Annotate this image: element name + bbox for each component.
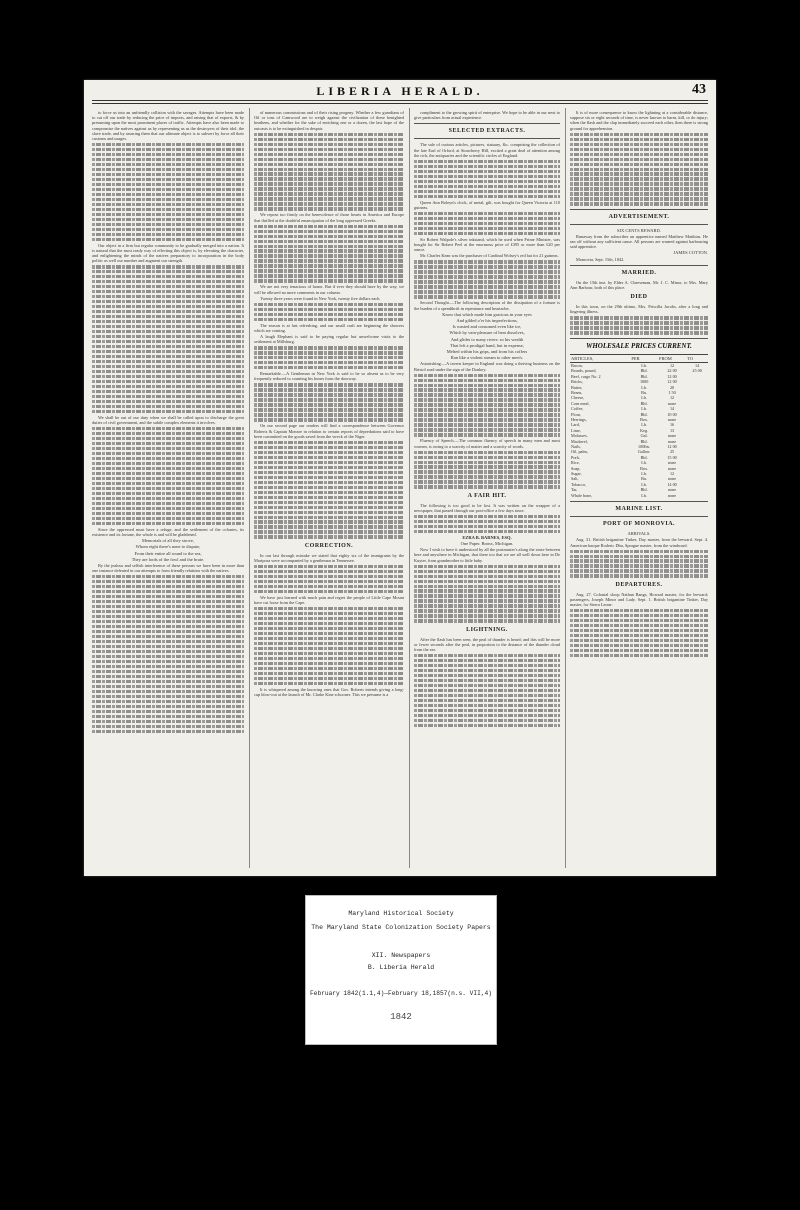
body-text-block bbox=[414, 451, 560, 489]
article-paragraph: It is whispered among the knowing ones that Gov. Roberts intends giving a long-cup blow-out at the launch of Mr. Clarke Kine schooner. This we presume is a bbox=[254, 686, 404, 697]
body-text-block bbox=[570, 133, 708, 206]
body-text-block bbox=[92, 427, 244, 525]
table-cell: Bbl. bbox=[640, 487, 648, 493]
verse-line: And glides to many rivers: so his wealth bbox=[450, 336, 524, 342]
table-cell: Bbl. bbox=[640, 400, 648, 406]
table-cell: Tar, bbox=[571, 487, 578, 493]
divider bbox=[570, 209, 708, 210]
table-cell: 12 00 bbox=[667, 373, 677, 379]
divider bbox=[570, 516, 708, 517]
section-heading: LIGHTNING. bbox=[466, 626, 508, 633]
article-paragraph: Aug. 31. British brigantine Tinker, Day master, from the leeward. Sept. 4. American barque Roderic Dhu, Sprague master, from the windward. bbox=[570, 537, 708, 548]
verse-line: Know that which made him gracious in your eyes bbox=[442, 311, 532, 317]
table-cell: Rice, bbox=[571, 460, 580, 466]
column-header: TO bbox=[686, 354, 708, 362]
table-cell: Lb. bbox=[641, 481, 647, 487]
verse-line: Ran like a violent stream to other men's. bbox=[450, 355, 524, 361]
masthead-rule-lower bbox=[92, 103, 708, 104]
table-cell: Butter, bbox=[571, 384, 583, 390]
body-text-block bbox=[414, 515, 560, 533]
body-text-block bbox=[414, 374, 560, 437]
prices-table bbox=[570, 354, 708, 499]
table-cell: 1 50 bbox=[668, 389, 676, 395]
table-cell: Nails, bbox=[571, 444, 581, 450]
subsection-heading: ARRIVALS. bbox=[627, 531, 651, 537]
table-cell: none bbox=[667, 460, 677, 466]
table-cell: Lb. bbox=[641, 362, 647, 368]
newspaper-page bbox=[84, 80, 716, 876]
body-text-block bbox=[414, 654, 560, 727]
table-cell: Box. bbox=[640, 417, 649, 423]
table-cell: none bbox=[667, 400, 677, 406]
table-cell: Lb. bbox=[641, 422, 647, 428]
column-divider bbox=[249, 108, 250, 868]
column-1 bbox=[92, 110, 244, 865]
address-line: One Paper. Bronx, Michigan. bbox=[460, 540, 514, 546]
table-cell: Herrings, bbox=[571, 417, 587, 423]
section-heading: SELECTED EXTRACTS. bbox=[448, 128, 526, 135]
section-heading: ADVERTISEMENT. bbox=[608, 213, 670, 220]
table-header-row bbox=[570, 354, 708, 362]
article-paragraph: In our last through mistake we stated that eighty six of the immigrants by the Mariposa were accompanied by a gentleman in Tennessee. bbox=[254, 552, 404, 563]
table-cell: Lb. bbox=[641, 384, 647, 390]
article-paragraph: Now I wish to have it understood by all the postmaster's along the route between here and anywhere in Michigan, that there too that we are all well down here in De Kuyter, from grandmother to little baby. bbox=[414, 547, 560, 563]
table-cell: Sugar, bbox=[571, 471, 582, 477]
section-heading: WHOLESALE PRICES CURRENT. bbox=[586, 341, 692, 350]
body-text-block bbox=[254, 607, 404, 685]
table-cell: 12 bbox=[669, 395, 675, 401]
table-cell: none bbox=[667, 476, 677, 482]
article-paragraph: Mr. Charles Kean was the purchaser of Cardinal Wolsey's red hat for 21 guineas. bbox=[420, 253, 559, 259]
masthead bbox=[84, 84, 716, 100]
table-cell: Lb. bbox=[641, 460, 647, 466]
table-cell: Lb. bbox=[641, 471, 647, 477]
table-cell: Salt, bbox=[571, 476, 579, 482]
table-cell: 22 00 bbox=[667, 368, 677, 374]
column-header: ARTICLES, bbox=[570, 354, 630, 362]
body-text-block bbox=[254, 225, 404, 283]
table-cell: Keg. bbox=[640, 427, 649, 433]
article-paragraph: Queen Ann Boleyn's clock, of metal, gilt, was bought for Queen Victoria at 110 guineas. bbox=[414, 199, 560, 210]
table-cell: Lb. bbox=[641, 406, 647, 412]
body-text-block bbox=[414, 565, 560, 623]
advertisement-date: Monrovia, Sept. 15th, 1842. bbox=[576, 256, 625, 262]
table-cell: none bbox=[667, 417, 677, 423]
table-cell: Tobacco, bbox=[571, 481, 587, 487]
table-cell: none bbox=[667, 487, 677, 493]
body-text-block bbox=[254, 441, 404, 539]
table-cell: none bbox=[667, 465, 677, 471]
article-paragraph: We have just learned with much pain and regret the people of Little Cape Mount have cut loose from the Cape. bbox=[254, 594, 404, 605]
verse-line: And gilded o'er his imperfections, bbox=[456, 317, 518, 323]
article-paragraph: Fluency of Speech.—The common fluency of speech in many men and most women, is owing to a scarcity of matter and a scarcity of words. bbox=[414, 438, 560, 449]
divider bbox=[570, 338, 708, 339]
body-text-block bbox=[254, 565, 404, 593]
article-paragraph: compliment to the growing spirit of enterprise. We hope to be able in our next to give particulars from actual experience. bbox=[414, 110, 560, 121]
table-cell: Cheese, bbox=[571, 395, 585, 401]
article-paragraph: We are not very tenacious of honor. But if ever they should have by the way, we will be allowed no more comments in our column. bbox=[254, 284, 404, 295]
table-cell: Bbl. bbox=[640, 438, 648, 444]
body-text-block bbox=[570, 609, 708, 657]
poem-line: Whom eight there's none to dispute, bbox=[135, 544, 201, 550]
section-heading: PORT OF MONROVIA. bbox=[602, 521, 676, 528]
table-cell: 12 bbox=[669, 471, 675, 477]
poem-line: From their entire all round to the sea, bbox=[134, 550, 202, 556]
article-paragraph: We repose too firmly on the benevolence of those hearts in America and Europe that thrilled at the doubtful emancipation of the long oppressed Greeks. bbox=[254, 212, 404, 223]
column-divider bbox=[409, 108, 410, 868]
article-paragraph: The sale of curious articles, pictures, statuary, &c. comprising the collection of the late Earl of Orford, at Strawberry Hill, excited a great deal of attention among the rich, the antiquaries and the scientific circles of England. bbox=[414, 142, 560, 158]
table-row bbox=[570, 493, 708, 498]
table-cell: 14 bbox=[669, 406, 675, 412]
table-cell: Oil, palm, bbox=[571, 449, 588, 455]
divider bbox=[414, 138, 560, 139]
body-text-block bbox=[414, 160, 560, 198]
body-text-block bbox=[570, 316, 708, 334]
table-cell: Lb. bbox=[641, 492, 647, 498]
table-cell: none bbox=[667, 433, 677, 439]
table-cell: Bu. bbox=[641, 476, 648, 482]
divider bbox=[570, 224, 708, 225]
article-paragraph: of numerous commissions and of their rising progeny. Whether a few guardians of Oil or tons of Camwood are to weigh against the civilization of these benighted heathens, and whether for the sake of enriching one or a dozen, the last hope of the outcasts is to be extinguished in despair. bbox=[254, 110, 404, 131]
table-cell: Beef, cargo No. 2 bbox=[571, 373, 601, 379]
table-cell: 25 bbox=[669, 449, 675, 455]
verse-line: Which by vain-pleasure of heat dissolves, bbox=[449, 330, 525, 336]
divider bbox=[570, 265, 708, 266]
table-cell: 100lbs. bbox=[638, 444, 651, 450]
body-text-block bbox=[254, 383, 404, 421]
table-cell: 20 bbox=[669, 384, 675, 390]
article-paragraph: The season is at last refreshing, and our small craft are beginning the showers which are coming. bbox=[254, 322, 404, 333]
article-paragraph: By the jealous and selfish interference of these persons we have been in more than one instance defeated in our attempts to form friendly relations with the natives. bbox=[92, 562, 244, 574]
body-text-block bbox=[414, 260, 560, 298]
table-cell: 14 00 bbox=[667, 481, 677, 487]
column-3 bbox=[414, 110, 560, 865]
table-cell: Molasses, bbox=[571, 433, 588, 439]
table-cell: 13 bbox=[669, 427, 675, 433]
article-paragraph: It is of more consequence to know the lightning at a considerable distance, suppose six or eight seconds of time, is never known to harm, kill, or do injury; when the flash and the clap immediately succeed each other, then there is strong ground for apprehension. bbox=[570, 110, 708, 131]
article-paragraph: Our object in a firm but regular community to be gradually merged into a nation. It is natural that the most ready way of effecting this object is, by elevating the character, and enlightening the minds of the natives preparatory to incorporation in the body politic as well our number and augment our strength. bbox=[92, 242, 244, 264]
table-cell: Lb. bbox=[641, 395, 647, 401]
table-cell: Bbl. bbox=[640, 454, 648, 460]
article-paragraph: Remarkable.—A Gentleman in New York is said to be so absent as to be very frequently reduced to counting his bones from the doorway. bbox=[254, 371, 404, 382]
table-cell: Beans, bbox=[571, 389, 583, 395]
body-text-block bbox=[92, 265, 244, 413]
table-cell: 10 00 bbox=[667, 411, 677, 417]
article-paragraph: Since the oppressed must have a refuge, and the settlement of the colonies, its existence and its fortune, the whole is and will be gladdened. bbox=[92, 526, 244, 537]
body-text-block bbox=[414, 212, 560, 235]
table-cell: Flour, bbox=[571, 411, 581, 417]
table-cell: Bricks, bbox=[571, 379, 583, 385]
article-paragraph: Second Thought.—The following description of the dissipation of a fortune is the burden of a spendthrift in repentance and heartache. bbox=[414, 300, 560, 311]
article-paragraph: In this town, on the 29th ultimo, Mrs. Priscilla Jacobs, after a long and lingering illness. bbox=[570, 304, 708, 315]
address-name: EZRA B. BARNES, ESQ. bbox=[462, 534, 512, 540]
divider bbox=[570, 501, 708, 502]
table-cell: Bacon, bbox=[571, 362, 583, 368]
article-paragraph: After the flash has been seen, the peal of thunder is heard; and this will be more or fewer seconds after the peal, in proportion to the distance of the thunder cloud from the ear. bbox=[414, 636, 560, 652]
table-cell: Lime, bbox=[571, 427, 581, 433]
divider bbox=[414, 123, 560, 124]
article-paragraph: A laugh Elephant is said to be paying regular but unwelcome visits to the settlement at Millsburg. bbox=[254, 334, 404, 345]
table-cell: Bbl. bbox=[640, 368, 648, 374]
verse-line: Melted within his grips, and from his coffers bbox=[446, 348, 528, 354]
table-cell: Gal. bbox=[640, 433, 648, 439]
table-cell: Whale bone, bbox=[571, 492, 593, 498]
masthead-rule bbox=[92, 100, 708, 101]
archive-label-card bbox=[305, 895, 497, 1045]
archive-date-range: February 1842(1.1,4)—February 18,1857(n.s. VII,4) bbox=[310, 990, 492, 997]
table-cell: Pork, bbox=[571, 454, 580, 460]
table-cell: 12 00 bbox=[667, 379, 677, 385]
table-cell: 15 00 bbox=[667, 454, 677, 460]
article-paragraph: Astonishing.—A tavern keeper in England was doing a thriving business on the Bristol road under the sign of the Donkey. bbox=[414, 361, 560, 372]
archive-series: XII. Newspapers bbox=[371, 952, 431, 959]
advertisement-signature: JAMES COTTON. bbox=[673, 250, 708, 256]
advertisement-subheading: SIX CENTS REWARD. bbox=[617, 227, 661, 233]
body-text-block bbox=[254, 346, 404, 369]
article-paragraph: Sir Robert Walpole's silver inkstand, which he used when Prime Minister, was bought for Sir Robert Peel at the enormous price of £395 or more than £20 per ounce. bbox=[414, 236, 560, 253]
prices-table-body bbox=[570, 362, 708, 498]
table-cell: Coffee, bbox=[571, 406, 584, 412]
section-heading: A FAIR HIT. bbox=[467, 492, 507, 499]
column-divider bbox=[565, 108, 566, 868]
table-cell: Bbl. bbox=[640, 373, 648, 379]
column-2 bbox=[254, 110, 404, 865]
article-paragraph: On the 15th inst. by Elder A. Cheeseman, Mr. J. C. Minor, to Mrs. Mary Ann Barbour, both of this place. bbox=[570, 279, 708, 290]
table-cell bbox=[686, 493, 708, 498]
page-number: 43 bbox=[692, 82, 706, 97]
table-cell: Box. bbox=[640, 465, 649, 471]
table-cell: Mackerel, bbox=[571, 438, 588, 444]
body-text-block bbox=[92, 143, 244, 241]
archive-title: Maryland Historical Society bbox=[348, 910, 454, 917]
table-cell: Boards, pound, bbox=[571, 368, 597, 374]
newspaper-title: LIBERIA HERALD. bbox=[316, 84, 484, 98]
column-4 bbox=[570, 110, 708, 865]
table-cell: Bbl. bbox=[640, 411, 648, 417]
poem-heading: Memorials of all they strove, bbox=[141, 538, 195, 544]
body-text-block bbox=[570, 550, 708, 578]
body-text-block bbox=[254, 133, 404, 211]
section-heading: DEPARTURES. bbox=[615, 581, 663, 588]
article-paragraph: We shall be out of our duty when we shall be called upon to discharge the great duties of civil government, and the subtle complex elements it involves. bbox=[92, 414, 244, 426]
column-header: FROM bbox=[658, 354, 686, 362]
article-paragraph: Aug. 27. Colonial sloop Nathan Bangs, Howard master, for the leeward; passengers, Joseph Minor and Lady. Sept. 1. British brigantine Tinker, Day master, for Sierra Leone. bbox=[570, 591, 708, 608]
table-cell: 25 00 bbox=[692, 368, 702, 374]
verse-line: Is wasted and consumed even like ice, bbox=[452, 324, 522, 330]
article-paragraph: On our second page our readers will find a correspondence between Governor Roberts & Captain Monroe in relation to certain reports of depredations said to have been committed on the goods saved from the wreck of the Niger. bbox=[254, 423, 404, 439]
body-text-block bbox=[92, 575, 244, 733]
table-cell: Corn meal, bbox=[571, 400, 590, 406]
body-text-block bbox=[254, 303, 404, 321]
table-cell: Soap, bbox=[571, 465, 581, 471]
archive-collection: The Maryland State Colonization Society Papers bbox=[311, 924, 491, 931]
table-cell: 12 00 bbox=[667, 444, 677, 450]
article-paragraph: to force us into an unfriendly collision with the savages. Attempts have been made to cut off our trade by reducing the price of imports, and raising that of exports, & by presuming upon the most prominent places of traffic. Attempts have also been made to compromise the natives against us by representing us as the destroyers of their idol, the slave trade, and by assuring them that our ultimate object is to subvert by force all their customs and usages. bbox=[92, 110, 244, 142]
article-paragraph: Runaway from the subscriber an apprentice named Matthew Matthias. He ran off without any sufficient cause. All persons are warned against harbouring said apprentice. bbox=[570, 233, 708, 250]
section-heading: DIED bbox=[630, 294, 648, 301]
column-header: PER bbox=[630, 354, 658, 362]
table-cell: Lard, bbox=[571, 422, 580, 428]
table-cell: none bbox=[667, 492, 677, 498]
table-cell: 12 bbox=[669, 362, 675, 368]
article-paragraph: The following is too good to be lost. It was written on the wrapper of a newspaper, that passed through our post-office a few days since. bbox=[414, 502, 560, 513]
archive-year: 1842 bbox=[390, 1012, 412, 1022]
table-cell: 16 bbox=[669, 422, 675, 428]
table-cell: Bu. bbox=[641, 389, 648, 395]
table-cell: 14 bbox=[694, 362, 700, 368]
table-cell: none bbox=[667, 438, 677, 444]
archive-item-name: B. Liberia Herald bbox=[367, 964, 435, 971]
section-heading: CORRECTION. bbox=[304, 542, 354, 549]
table-cell: 1000 bbox=[639, 379, 649, 385]
poem-line: They are lords of the fowl and the brute. bbox=[131, 556, 205, 562]
verse-line: That left a prodigal hand, but in expense, bbox=[450, 342, 524, 348]
article-paragraph: Twenty three years were found in New York, twenty five dollars each. bbox=[260, 295, 381, 301]
section-heading: MARINE LIST. bbox=[615, 506, 663, 513]
section-heading: MARRIED. bbox=[621, 269, 657, 276]
table-cell: Gallon. bbox=[637, 449, 651, 455]
